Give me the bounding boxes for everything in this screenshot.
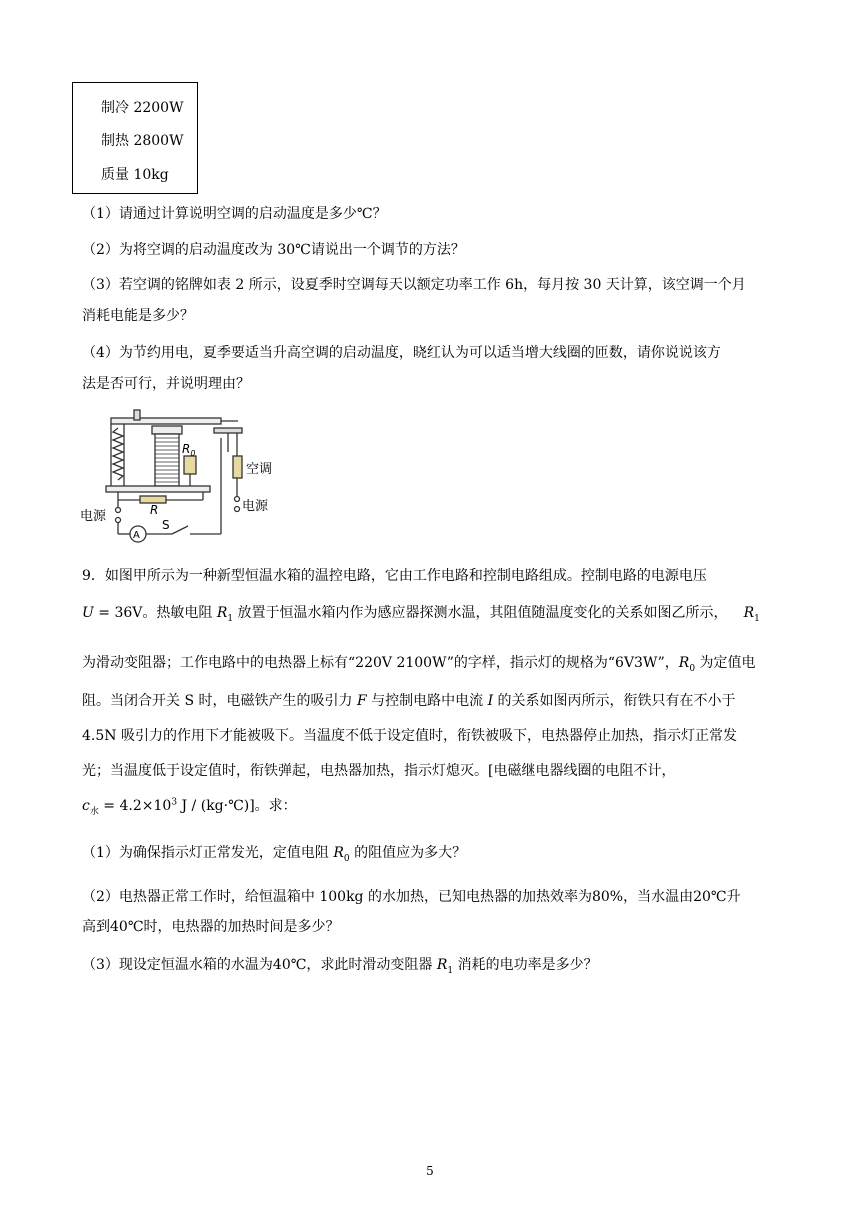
spec-cooling: 制冷 2200W — [101, 100, 184, 116]
q8-part4-line1: （4）为节约用电，夏季要适当升高空调的启动温度，晓红认为可以适当增大线圈的匝数，请你说说该方 — [82, 345, 721, 361]
ammeter-label: A — [133, 530, 140, 541]
q9-line2: U = 36V。热敏电阻 $R_1$ 放置于恒温水箱内作为感应器探测水温，其阻值随温度变化的关系如图乙所示， $R_1$ — [82, 605, 760, 624]
q8-part4-line2: 法是否可行，并说明理由？ — [82, 376, 250, 392]
q8-part2: （2）为将空调的启动温度改为 30℃请说出一个调节的方法？ — [82, 242, 465, 258]
armature-bar — [111, 418, 221, 424]
q8-part3-line1: （3）若空调的铭牌如表 2 所示，设夏季时空调每天以额定功率工作 6h，每月按 30 天计算，该空调一个月 — [82, 277, 746, 293]
q9-sub2-line1: （2）电热器正常工作时，给恒温箱中 100kg 的水加热，已知电热器的加热效率为80%，当水温由20℃升 — [82, 889, 741, 905]
q8-part3-line2: 消耗电能是多少？ — [82, 308, 194, 324]
r0-resistor — [184, 456, 196, 474]
spec-mass: 质量 10kg — [101, 167, 169, 183]
q9-line7: $c_水 = 4.2\times 10^3$ J / (kg·℃)]。求： — [82, 797, 297, 817]
r0-label: $R_0$ — [182, 442, 196, 458]
q9-line3: 为滑动变阻器；工作电路中的电热器上标有“220V 2100W”的字样，指示灯的规格为“6V3W”，$R_0$ 为定值电 — [82, 655, 756, 674]
spring — [113, 428, 123, 480]
page-number: 5 — [426, 1164, 434, 1178]
spec-table — [72, 82, 198, 194]
q9-sub1: （1）为确保指示灯正常发光，定值电阻 $R_0$ 的阻值应为多大？ — [82, 845, 467, 864]
relay-circuit-diagram — [78, 408, 288, 548]
q9-line5: 4.5N 吸引力的作用下才能被吸下。当温度不低于设定值时，衔铁被吸下，电热器停止加热，指示灯正常发 — [82, 728, 737, 744]
switch-s — [172, 526, 188, 534]
q9-line6: 光；当温度低于设定值时，衔铁弹起，电热器加热，指示灯熄灭。[电磁继电器线圈的电阻不计， — [82, 763, 676, 779]
q9-sub3: （3）现设定恒温水箱的水温为40℃，求此时滑动变阻器 $R_1$ 消耗的电功率是多少？ — [82, 957, 598, 976]
s-label: S — [162, 518, 170, 532]
r-resistor — [140, 496, 166, 503]
q9-sub2-line2: 高到40℃时，电热器的加热时间是多少？ — [82, 919, 340, 935]
spec-heating: 制热 2800W — [101, 133, 184, 149]
relay-base — [106, 486, 210, 492]
power-left-label: 电源 — [80, 509, 107, 524]
ac-label: 空调 — [246, 462, 273, 477]
q8-part1: （1）请通过计算说明空调的启动温度是多少℃？ — [82, 206, 387, 222]
power-right-label: 电源 — [242, 499, 269, 514]
r-label: R — [150, 503, 159, 517]
q9-line4: 阻。当闭合开关 S 时，电磁铁产生的吸引力 F 与控制电路中电流 I 的关系如图丙所示，衔铁只有在不小于 — [82, 693, 736, 709]
ac-appliance — [233, 456, 242, 478]
q9-line1: 9．如图甲所示为一种新型恒温水箱的温控电路，它由工作电路和控制电路组成。控制电路的电源电压 — [82, 568, 707, 584]
